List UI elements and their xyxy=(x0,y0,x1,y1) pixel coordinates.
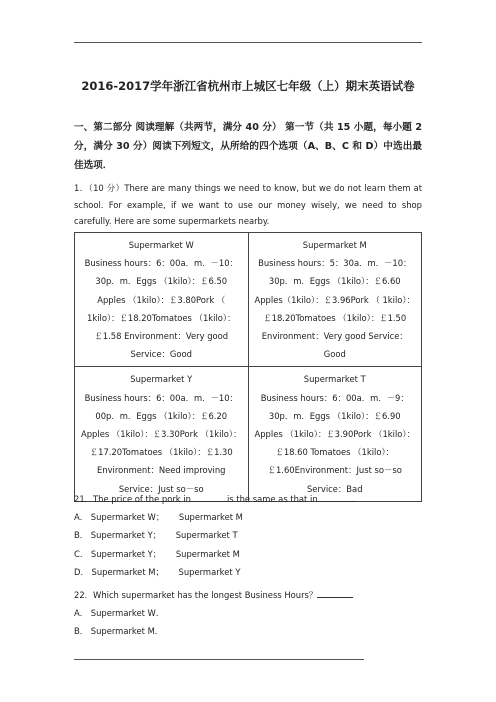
footer-rule xyxy=(74,659,364,660)
option-letter: D． xyxy=(74,566,89,577)
supermarket-cell-y xyxy=(75,367,249,501)
option-text: Supermarket Y； xyxy=(90,530,162,541)
supermarket-details: Business hours：6：00a．m．－9：30p．m．Eggs （1kilo）：￡6.90 Apples （1kilo）：￡3.90Pork （1kilo）：￡18.60 Tomatoes （1kilo）：￡1.60Environment：Just so－so Service：Bad xyxy=(254,392,415,494)
option-text: Supermarket W． xyxy=(90,608,165,619)
page-title: 2016-2017学年浙江省杭州市上城区七年级（上）期末英语试卷 xyxy=(81,79,415,93)
question-22 xyxy=(74,586,422,641)
option-text: Supermarket M； xyxy=(91,566,164,577)
supermarket-name: Supermarket Y xyxy=(130,374,193,385)
supermarket-table xyxy=(74,232,422,502)
section-heading: 一、第二部分 阅读理解（共两节，满分 40 分） 第一节（共 15 小题，每小题 2 分，满分 30 分）阅读下列短文，从所给的四个选项（A、B、C 和 D）中选出最佳选项． xyxy=(74,122,422,171)
table-row xyxy=(75,367,422,501)
option-text: Supermarket W； xyxy=(90,512,165,523)
table-row xyxy=(75,233,422,367)
supermarket-cell-m xyxy=(248,233,422,367)
header-rule xyxy=(74,42,422,43)
option-b[interactable] xyxy=(74,622,422,640)
question-22-stem xyxy=(74,586,422,604)
option-c[interactable] xyxy=(74,545,422,563)
option-text: Supermarket Y xyxy=(178,566,241,577)
stem-part: . xyxy=(353,494,357,504)
supermarket-cell-t xyxy=(248,367,422,501)
option-text: Supermarket M． xyxy=(90,626,164,637)
stem-part: is the same as that in xyxy=(226,494,318,504)
option-b[interactable] xyxy=(74,526,422,544)
option-text: Supermarket M xyxy=(178,512,243,523)
option-letter: B． xyxy=(74,530,89,541)
stem-part: 21．The price of the pork in xyxy=(74,494,191,504)
option-letter: A． xyxy=(74,608,89,619)
supermarket-name: Supermarket T xyxy=(303,374,366,385)
option-letter: C． xyxy=(74,548,89,559)
option-text: Supermarket M xyxy=(175,548,240,559)
supermarket-cell-w xyxy=(75,233,249,367)
option-a[interactable] xyxy=(74,508,422,526)
supermarket-details: Business hours：5：30a．m．－10：30p．m．Eggs （1kilo）：￡6.60 Apples（1kilo）：￡3.96Pork （ 1kilo）：￡18.20Tomatoes （1kilo）：￡1.50 Environment：Very good Service：Good xyxy=(254,258,415,360)
question-21 xyxy=(74,490,422,581)
supermarket-name: Supermarket W xyxy=(128,240,194,250)
stem-part: 22．Which supermarket has the longest Business Hours？ xyxy=(74,590,318,600)
option-d[interactable] xyxy=(74,563,422,581)
supermarket-details: Business hours：6：00a．m．－10：30p．m．Eggs （1kilo）：￡6.50 Apples （1kilo）：￡3.80Pork （ 1kilo）：￡18.20Tomatoes （1kilo）：￡1.58 Environment：Very good Service：Good xyxy=(84,258,238,360)
answer-blank[interactable] xyxy=(318,491,354,502)
supermarket-name: Supermarket M xyxy=(302,240,367,250)
option-text: Supermarket Y； xyxy=(90,548,162,559)
option-text: Supermarket T xyxy=(175,530,238,541)
question-21-stem xyxy=(74,490,422,508)
option-letter: A． xyxy=(74,512,89,523)
answer-blank[interactable] xyxy=(317,587,353,598)
option-letter: B． xyxy=(74,626,89,637)
question-intro: 1．（10 分）There are many things we need to know, but we do not learn them at school. For example, if we want to use our money wisely, we need to shop carefully. Here are some supermarkets nearby. xyxy=(74,183,422,226)
supermarket-details: Business hours：6：00a．m．－10：00p．m．Eggs （1kilo）：￡6.20 Apples （1kilo）：￡3.30Pork （1kilo）：￡17.20Tomatoes （1kilo）：￡1.30 Environment：Need improving Service：Just so－so xyxy=(81,392,242,494)
answer-blank[interactable] xyxy=(191,491,227,502)
option-a[interactable] xyxy=(74,604,422,622)
